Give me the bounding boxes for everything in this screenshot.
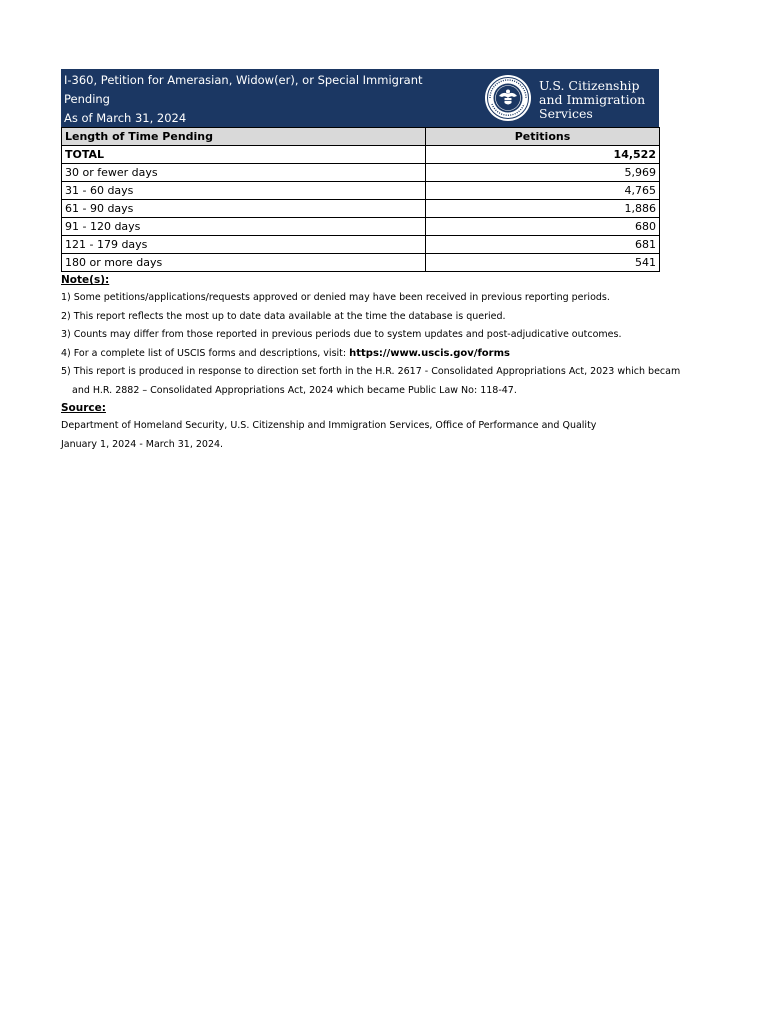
row-label: 30 or fewer days <box>62 164 426 182</box>
row-value: 681 <box>426 236 660 254</box>
report-title-line1: I-360, Petition for Amerasian, Widow(er), or Special Immigrant <box>64 73 423 87</box>
row-value: 4,765 <box>426 182 660 200</box>
table-row <box>62 200 660 218</box>
agency-line: and Immigration <box>539 92 646 107</box>
report-title-block <box>64 71 423 128</box>
agency-line: U.S. Citizenship <box>539 78 640 93</box>
note-item: 2) This report reflects the most up to date data available at the time the database is queried. <box>61 310 506 322</box>
report-sheet <box>61 69 681 454</box>
table-row <box>62 236 660 254</box>
table-header-row <box>62 128 660 146</box>
table-total-row <box>62 146 660 164</box>
note-item-continuation: and H.R. 2882 – Consolidated Appropriations Act, 2024 which became Public Law No: 118-47. <box>72 384 517 396</box>
row-value: 541 <box>426 254 660 272</box>
table-row <box>62 182 660 200</box>
total-label: TOTAL <box>62 146 426 164</box>
note-item: 3) Counts may differ from those reported in previous periods due to system updates and post-adjudicative outcomes. <box>61 329 622 340</box>
row-value: 5,969 <box>426 164 660 182</box>
row-label: 91 - 120 days <box>62 218 426 236</box>
pending-table <box>61 127 660 272</box>
notes-section <box>61 272 701 454</box>
row-value: 680 <box>426 218 660 236</box>
note4-text: 4) For a complete list of USCIS forms and descriptions, visit: <box>61 347 350 359</box>
table-row <box>62 218 660 236</box>
total-value: 14,522 <box>426 146 660 164</box>
note-item <box>61 345 701 364</box>
table-row <box>62 164 660 182</box>
uscis-forms-link[interactable]: https://www.uscis.gov/forms <box>349 347 510 359</box>
table-row <box>62 254 660 272</box>
row-label: 61 - 90 days <box>62 200 426 218</box>
source-line: Department of Homeland Security, U.S. Citizenship and Immigration Services, Office of Performance and Quality <box>61 420 597 431</box>
column-header-petitions: Petitions <box>426 128 660 146</box>
dhs-seal-icon <box>484 74 532 122</box>
row-value: 1,886 <box>426 200 660 218</box>
source-heading: Source: <box>61 402 106 414</box>
agency-wordmark <box>539 79 645 121</box>
agency-line: Services <box>539 106 593 121</box>
note-item: 5) This report is produced in response to direction set forth in the H.R. 2617 - Consolidated Appropriations Act, 2023 which becam <box>61 366 681 377</box>
source-date-range: January 1, 2024 - March 31, 2024. <box>61 438 224 450</box>
report-title-line2: Pending <box>64 92 110 106</box>
row-label: 121 - 179 days <box>62 236 426 254</box>
row-label: 180 or more days <box>62 254 426 272</box>
report-as-of: As of March 31, 2024 <box>64 111 187 125</box>
notes-heading: Note(s): <box>61 274 110 286</box>
note-item: 1) Some petitions/applications/requests approved or denied may have been received in previous reporting periods. <box>61 292 610 303</box>
column-header-length: Length of Time Pending <box>62 128 426 146</box>
row-label: 31 - 60 days <box>62 182 426 200</box>
report-banner <box>61 69 659 127</box>
